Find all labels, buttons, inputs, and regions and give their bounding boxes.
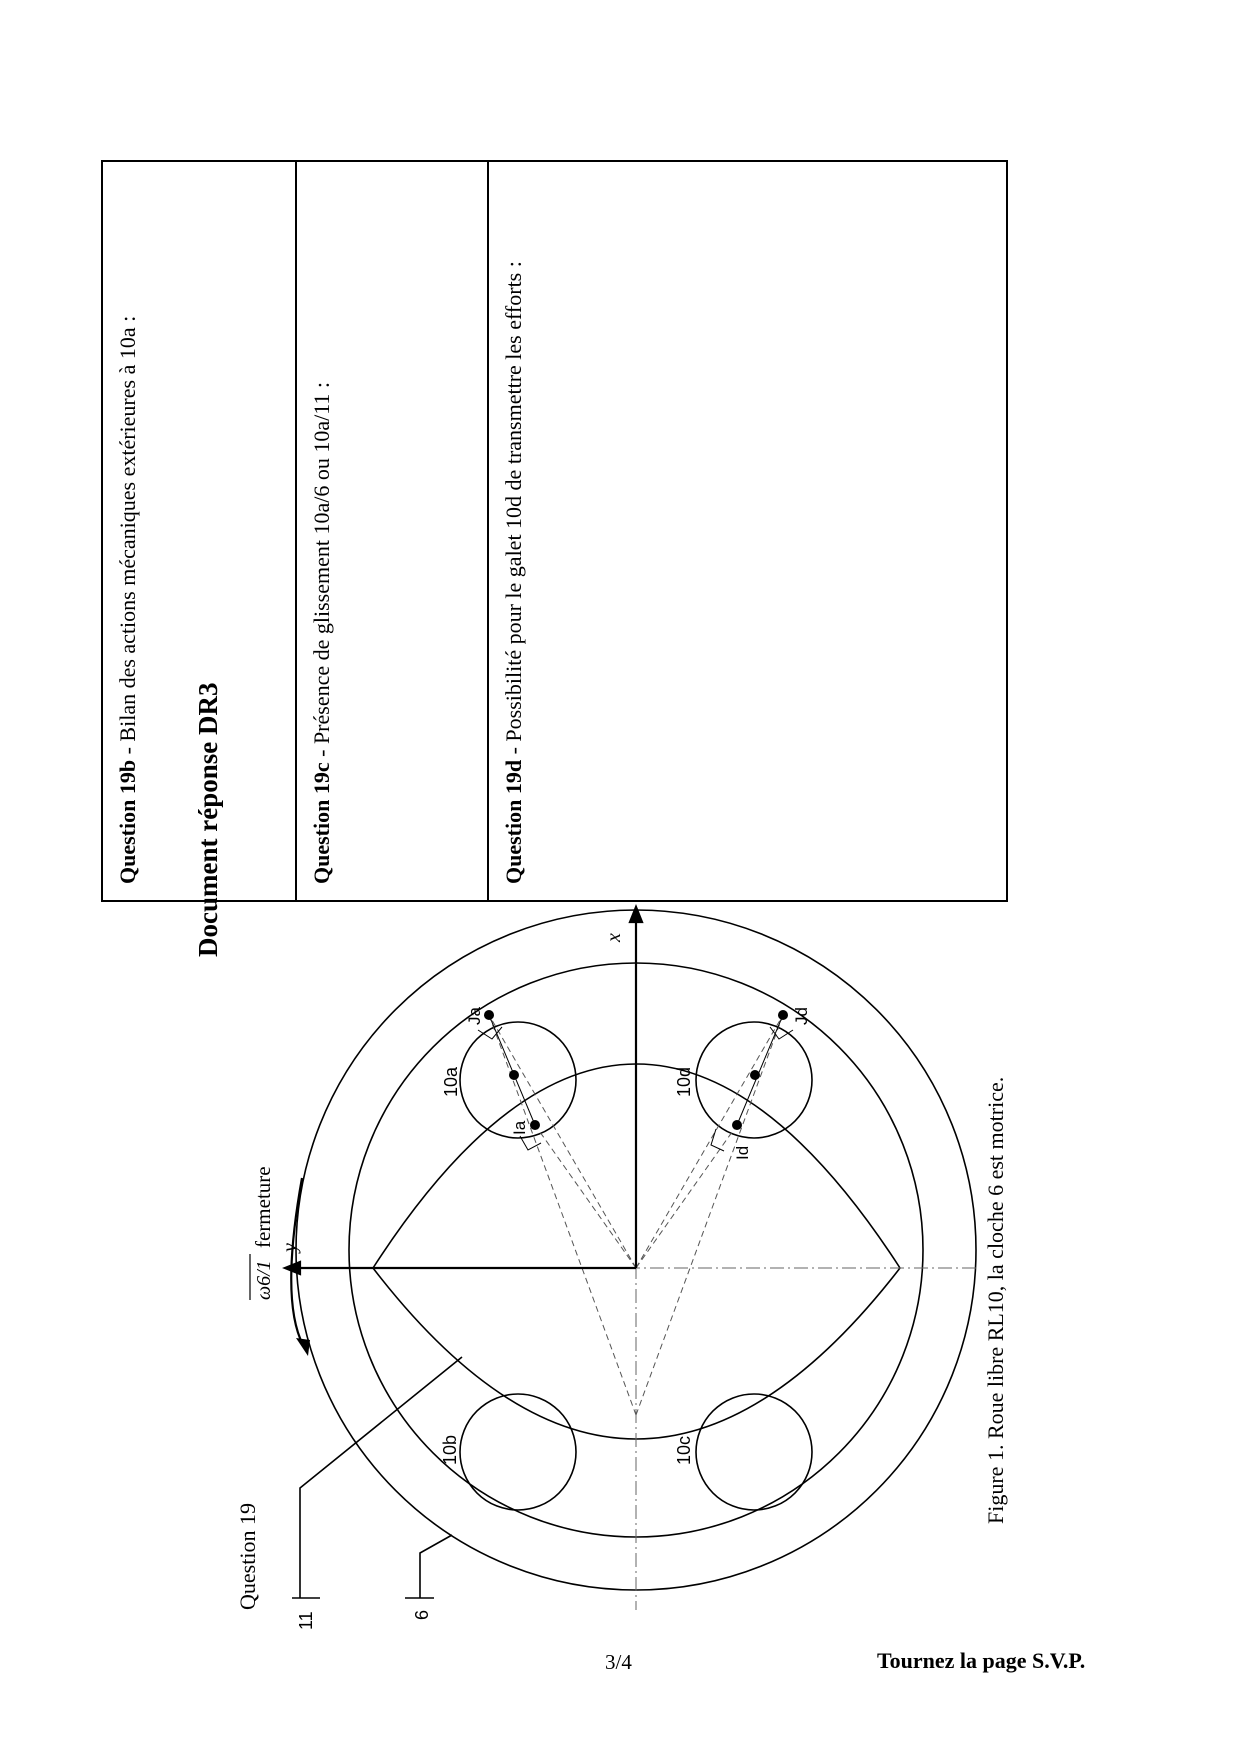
label-axis-y: y	[279, 1243, 301, 1252]
label-roller-10d: 10d	[674, 1066, 694, 1097]
document-title: Document réponse DR3	[193, 682, 223, 957]
omega-label	[250, 1166, 275, 1300]
page-number: 3/4	[605, 1650, 632, 1674]
leader-6	[405, 1535, 452, 1598]
question-number: Question 19d	[501, 759, 526, 884]
point-Ja	[484, 1010, 494, 1020]
label-Jd: Jd	[792, 1007, 811, 1025]
point-center-10d	[750, 1070, 760, 1080]
rotation-arrow	[291, 1178, 303, 1345]
figure-caption: Figure 1. Roue libre RL10, la cloche 6 est motrice.	[983, 1076, 1008, 1524]
axes	[285, 907, 642, 1274]
label-part-11: 11	[296, 1611, 316, 1630]
rotation-arrowhead	[296, 1338, 310, 1356]
leader-11	[292, 1357, 462, 1598]
leader-lines	[292, 1357, 462, 1598]
label-roller-10c: 10c	[674, 1435, 694, 1465]
roller-10b	[460, 1394, 576, 1510]
label-question-19: Question 19	[235, 1503, 260, 1610]
turn-page-notice: Tournez la page S.V.P.	[877, 1648, 1086, 1673]
roller-10c	[696, 1394, 812, 1510]
question-text: - Bilan des actions mécaniques extérieures à 10a :	[115, 315, 140, 760]
label-roller-10b: 10b	[440, 1434, 460, 1465]
svg-text:fermeture: fermeture	[251, 1166, 275, 1248]
label-Ja: Ja	[465, 1007, 484, 1025]
point-Ia	[530, 1120, 540, 1130]
label-Id: Id	[733, 1145, 752, 1160]
label-part-6: 6	[412, 1609, 432, 1620]
question-text: - Présence de glissement 10a/6 ou 10a/11 :	[309, 381, 334, 763]
point-Id	[732, 1120, 742, 1130]
point-center-10a	[509, 1070, 519, 1080]
point-Jd	[778, 1010, 788, 1020]
question-number: Question 19b	[115, 759, 140, 884]
label-axis-x: x	[603, 933, 625, 942]
svg-text:ω6/1: ω6/1	[253, 1260, 275, 1300]
roller-10a	[460, 1022, 576, 1138]
label-Ia: Ia	[510, 1120, 529, 1135]
question-text: - Possibilité pour le galet 10d de transmettre les efforts :	[501, 261, 526, 760]
label-roller-10a: 10a	[441, 1066, 461, 1097]
roller-10d	[696, 1022, 812, 1138]
question-number: Question 19c	[309, 762, 334, 884]
